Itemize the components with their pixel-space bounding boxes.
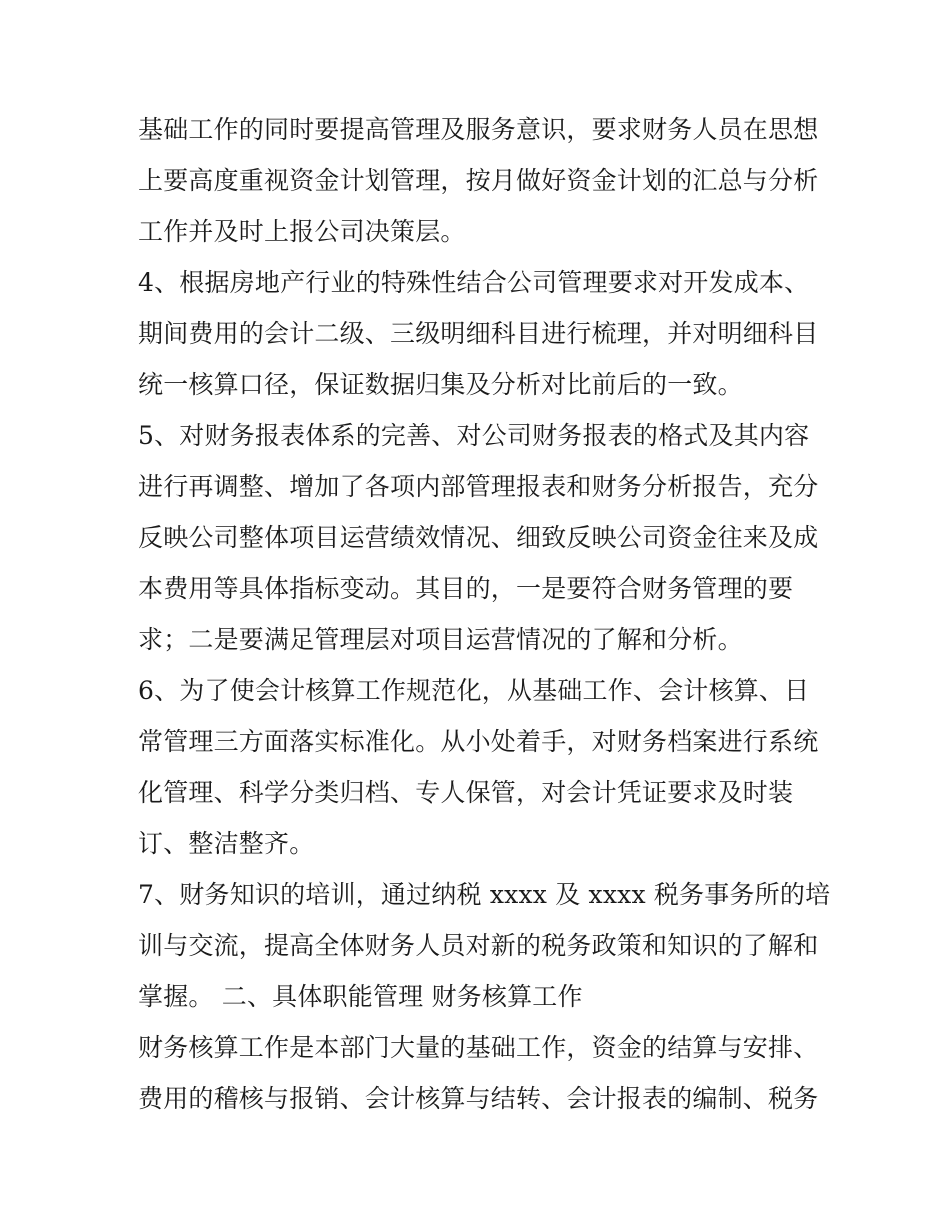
text-line-9: 反映公司整体项目运营绩效情况、细致反映公司资金往来及成 [138,523,819,552]
text-line-3: 工作并及时上报公司决策层。 [138,217,466,246]
text-line-18: 掌握。 二、具体职能管理 财务核算工作 [138,982,583,1011]
text-line-1: 基础工作的同时要提高管理及服务意识，要求财务人员在思想 [138,115,819,144]
text-line-20: 费用的稽核与报销、会计核算与结转、会计报表的编制、税务 [138,1084,819,1113]
text-line-4: 4、根据房地产行业的特殊性结合公司管理要求对开发成本、 [138,268,810,297]
text-line-14: 化管理、科学分类归档、专人保管，对会计凭证要求及时装 [138,778,794,807]
text-line-15: 订、整洁整齐。 [138,829,315,858]
text-line-2: 上要高度重视资金计划管理，按月做好资金计划的汇总与分析 [138,166,819,195]
text-line-11: 求；二是要满足管理层对项目运营情况的了解和分析。 [138,625,743,654]
text-line-19: 财务核算工作是本部门大量的基础工作，资金的结算与安排、 [138,1033,819,1062]
text-line-8: 进行再调整、增加了各项内部管理报表和财务分析报告，充分 [138,472,819,501]
text-line-7: 5、对财务报表体系的完善、对公司财务报表的格式及其内容 [138,421,810,450]
text-line-5: 期间费用的会计二级、三级明细科目进行梳理，并对明细科目 [138,319,819,348]
text-line-16: 7、财务知识的培训，通过纳税 xxxx 及 xxxx 税务事务所的培 [138,880,831,909]
text-line-13: 常管理三方面落实标准化。从小处着手，对财务档案进行系统 [138,727,819,756]
text-line-17: 训与交流，提高全体财务人员对新的税务政策和知识的了解和 [138,931,819,960]
text-line-10: 本费用等具体指标变动。其目的，一是要符合财务管理的要 [138,574,794,603]
text-line-6: 统一核算口径，保证数据归集及分析对比前后的一致。 [138,370,743,399]
text-line-12: 6、为了使会计核算工作规范化，从基础工作、会计核算、日 [138,676,810,705]
